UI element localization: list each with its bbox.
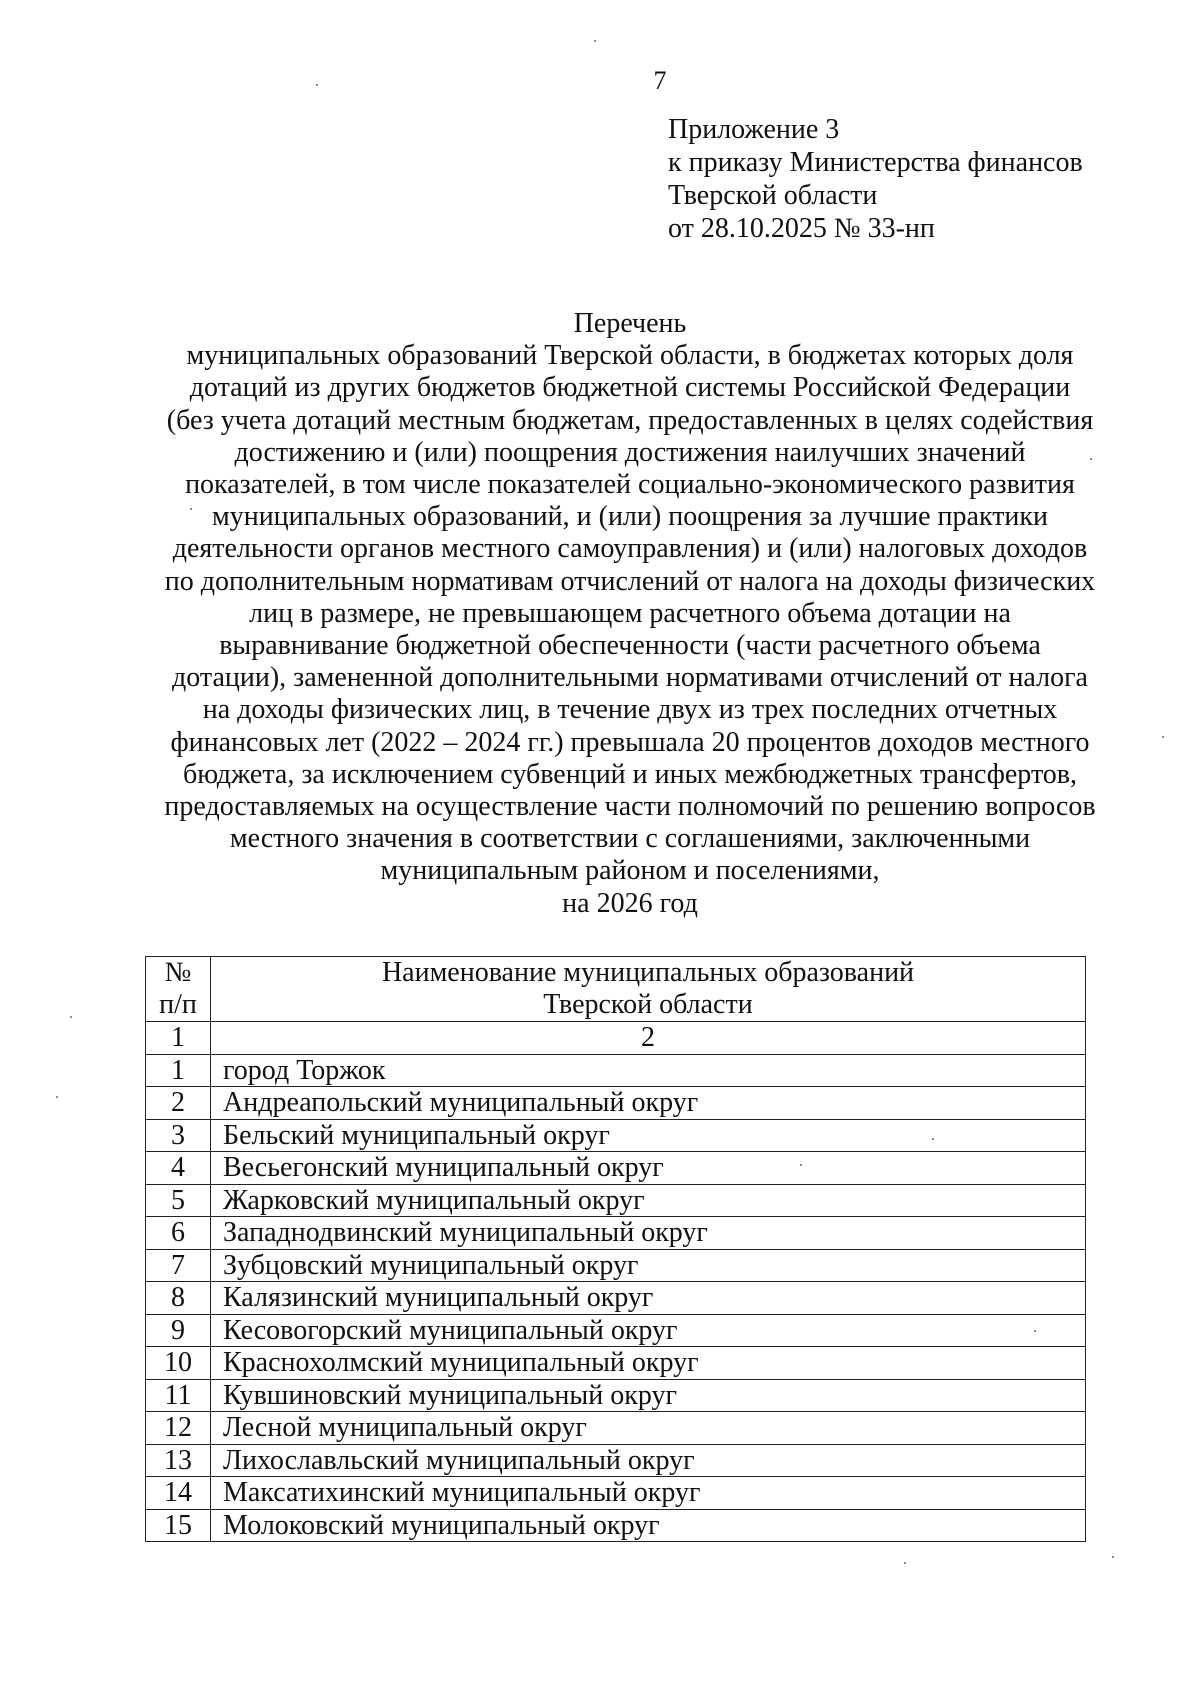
municipality-name: Максатихинский муниципальный округ — [211, 1477, 1086, 1510]
municipality-name: Жарковский муниципальный округ — [211, 1184, 1086, 1217]
row-number: 12 — [146, 1412, 211, 1445]
municipality-name: Андреапольский муниципальный округ — [211, 1087, 1086, 1120]
column-index-row — [146, 1022, 1086, 1055]
municipality-name: Зубцовский муниципальный округ — [211, 1249, 1086, 1282]
table-row — [146, 1054, 1086, 1087]
municipality-name: Весьегонский муниципальный округ — [211, 1152, 1086, 1185]
municipalities-table — [145, 956, 1086, 1542]
scan-speck — [1162, 736, 1164, 738]
municipality-name: Кувшиновский муниципальный округ — [211, 1379, 1086, 1412]
title-line: достижению и (или) поощрения достижения наилучших значений — [234, 436, 1026, 468]
title-line: Перечень — [573, 308, 687, 339]
row-number: 7 — [146, 1249, 211, 1282]
row-number: 1 — [146, 1054, 211, 1087]
document-title — [100, 308, 1160, 920]
table-row — [146, 1184, 1086, 1217]
column-index: 2 — [211, 1022, 1086, 1055]
title-line: финансовых лет (2022 – 2024 гг.) превышала 20 процентов доходов местного — [170, 726, 1090, 758]
table-row — [146, 1282, 1086, 1315]
row-number: 3 — [146, 1119, 211, 1152]
municipality-name: Западнодвинский муниципальный округ — [211, 1217, 1086, 1250]
table-row — [146, 1412, 1086, 1445]
row-number: 14 — [146, 1477, 211, 1510]
table-row — [146, 1477, 1086, 1510]
appendix-line: Тверской области — [668, 180, 878, 211]
title-line: (без учета дотаций местным бюджетам, предоставленных в целях содействия — [166, 404, 1094, 436]
municipality-name: город Торжок — [211, 1054, 1086, 1087]
appendix-line: к приказу Министерства финансов — [668, 147, 1083, 178]
table-row — [146, 1379, 1086, 1412]
title-line: местного значения в соответствии с соглашениями, заключенными — [229, 823, 1031, 855]
header-number-line: п/п — [159, 989, 197, 1020]
row-number: 4 — [146, 1152, 211, 1185]
title-line: дотаций из других бюджетов бюджетной системы Российской Федерации — [189, 372, 1071, 404]
table-row — [146, 1509, 1086, 1542]
municipality-name: Лихославльский муниципальный округ — [211, 1444, 1086, 1477]
header-name-line: Наименование муниципальных образований — [381, 957, 915, 988]
row-number: 11 — [146, 1379, 211, 1412]
title-line: дотации), замененной дополнительными нормативами отчислений от налога — [172, 662, 1088, 694]
page-number: 7 — [653, 66, 667, 95]
title-line: муниципальных образований Тверской области, в бюджетах которых доля — [186, 340, 1074, 372]
municipality-name: Молоковский муниципальный округ — [211, 1509, 1086, 1542]
scan-speck — [1112, 1556, 1114, 1558]
table-row — [146, 1217, 1086, 1250]
title-line: деятельности органов местного самоуправления) и (или) налоговых доходов — [172, 533, 1088, 565]
table-row — [146, 1087, 1086, 1120]
municipality-name: Лесной муниципальный округ — [211, 1412, 1086, 1445]
title-line: бюджета, за исключением субвенций и иных межбюджетных трансфертов, — [182, 758, 1078, 790]
title-line: выравнивание бюджетной обеспеченности (части расчетного объема — [219, 630, 1041, 662]
row-number: 8 — [146, 1282, 211, 1315]
title-line: по дополнительным нормативам отчислений от налога на доходы физических — [164, 565, 1096, 597]
title-line: показателей, в том числе показателей социально-экономического развития — [185, 469, 1075, 501]
scan-speck — [56, 1096, 58, 1098]
table-row — [146, 1314, 1086, 1347]
municipality-name: Краснохолмский муниципальный округ — [211, 1347, 1086, 1380]
row-number: 10 — [146, 1347, 211, 1380]
title-line: на 2026 год — [562, 887, 698, 919]
table-row — [146, 1444, 1086, 1477]
header-name-line: Тверской области — [543, 989, 753, 1020]
municipality-name: Бельский муниципальный округ — [211, 1119, 1086, 1152]
title-line: на доходы физических лиц, в течение двух из трех последних отчетных — [202, 694, 1058, 726]
table-row — [146, 1249, 1086, 1282]
column-index: 1 — [146, 1022, 211, 1055]
appendix-block — [668, 113, 1083, 245]
row-number: 2 — [146, 1087, 211, 1120]
table-header-row — [146, 957, 1086, 1022]
header-name — [211, 957, 1086, 1022]
row-number: 6 — [146, 1217, 211, 1250]
row-number: 13 — [146, 1444, 211, 1477]
header-number-line: № — [164, 957, 192, 988]
table-row — [146, 1347, 1086, 1380]
municipality-name: Кесовогорский муниципальный округ — [211, 1314, 1086, 1347]
scan-speck — [904, 1562, 906, 1564]
row-number: 15 — [146, 1509, 211, 1542]
title-line: лиц в размере, не превышающем расчетного объема дотации на — [249, 597, 1011, 629]
title-line: муниципальных образований, и (или) поощрения за лучшие практики — [211, 501, 1049, 533]
table-row — [146, 1119, 1086, 1152]
row-number: 5 — [146, 1184, 211, 1217]
row-number: 9 — [146, 1314, 211, 1347]
title-line: муниципальным районом и поселениями, — [380, 855, 880, 887]
table-row — [146, 1152, 1086, 1185]
scan-speck — [70, 1016, 72, 1018]
appendix-line: Приложение 3 — [668, 114, 840, 145]
header-number — [146, 957, 211, 1022]
title-line: предоставляемых на осуществление части полномочий по решению вопросов — [164, 791, 1096, 823]
appendix-line: от 28.10.2025 № 33-нп — [668, 213, 935, 244]
municipality-name: Калязинский муниципальный округ — [211, 1282, 1086, 1315]
scan-speck — [594, 40, 596, 42]
